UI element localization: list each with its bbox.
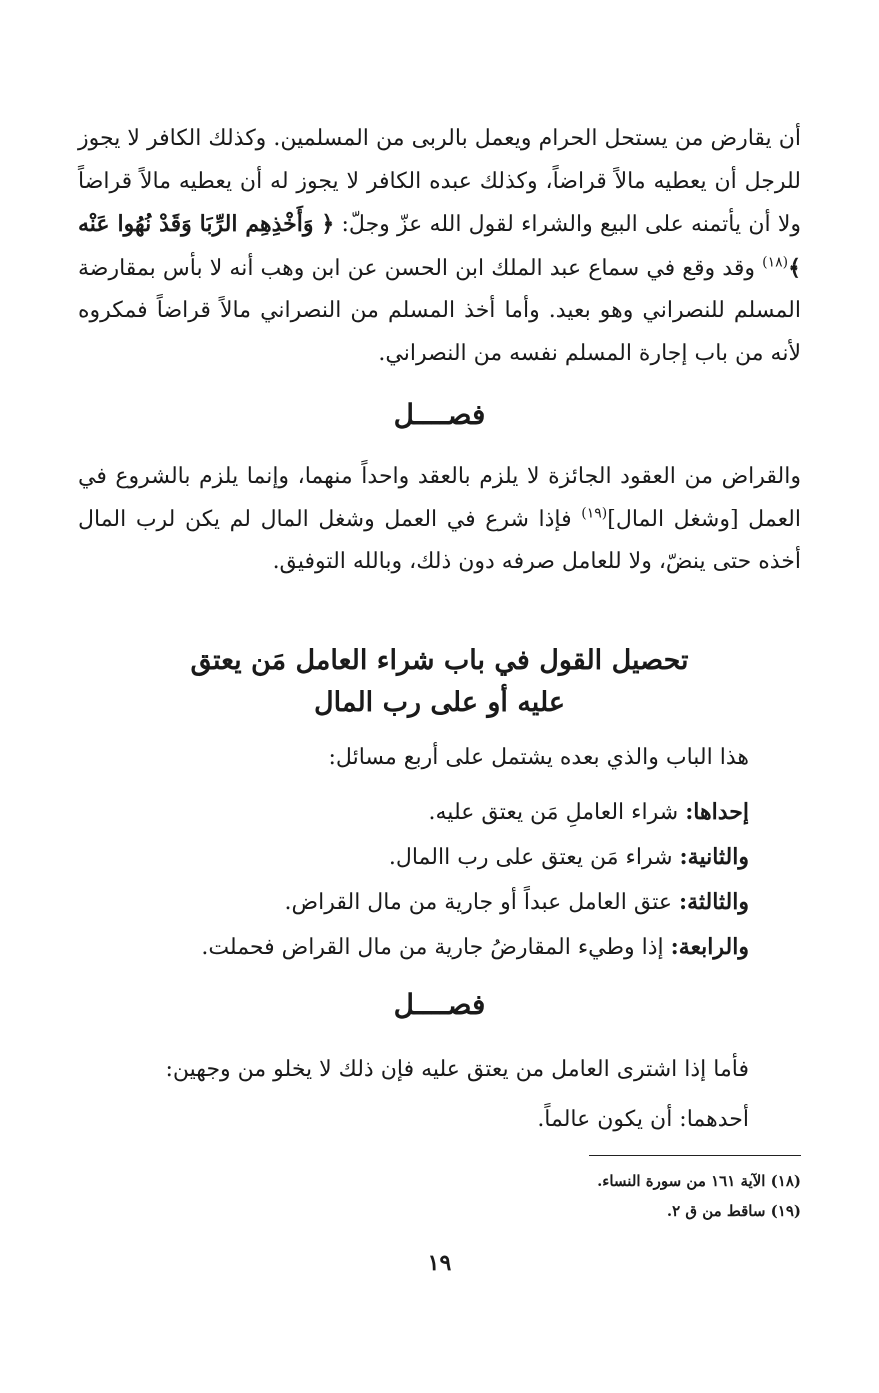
issue-text: عتق العامل عبداً أو جارية من مال القراض. bbox=[284, 890, 679, 915]
chapter-title-line-1: تحصيل القول في باب شراء العامل مَن يعتق bbox=[190, 645, 689, 676]
quran-quote: ﴿ وَأَخْذِهِم الرِّبَا وَقَدْ نُهُوا عَنْه ﴾ bbox=[78, 211, 801, 281]
chapter-title-line-2: عليه أو على رب المال bbox=[313, 687, 565, 718]
issue-item bbox=[78, 880, 749, 925]
issues-intro: هذا الباب والذي بعده يشتمل على أربع مسائل: bbox=[328, 745, 749, 770]
page-number: ١٩ bbox=[427, 1250, 452, 1276]
issue-label: والثانية: bbox=[679, 844, 749, 870]
issue-item bbox=[78, 790, 749, 835]
issue-text: شراء العاملِ مَن يعتق عليه. bbox=[428, 800, 686, 825]
issue-label: والرابعة: bbox=[670, 934, 749, 960]
issue-label: والثالثة: bbox=[678, 889, 749, 915]
footnote-ref-18[interactable]: (١٨) bbox=[762, 254, 789, 271]
section-heading-fasl-2: فصــــل bbox=[393, 988, 486, 1021]
paragraph-2-text-b: فإذا شرع في العمل وشغل المال لم يكن لرب المال أخذه حتى ينضّ، ولا للعامل صرفه دون ذلك، وبالله التوفيق. bbox=[78, 506, 801, 575]
issues-list bbox=[78, 790, 749, 970]
issue-item bbox=[78, 925, 749, 970]
paragraph-1-text-a: أن يقارض من يستحل الحرام ويعمل بالربى من المسلمين. وكذلك الكافر لا يجوز للرجل أن يعطيه مالاً قراضاً، وكذلك عبده الكافر لا يجوز له أن يعطيه مالاً قراضاً ولا أن يأتمنه على البيع والشراء لقول الله عزّ وجلّ: bbox=[78, 126, 801, 238]
paragraph-3: فأما إذا اشترى العامل من يعتق عليه فإن ذلك لا يخلو من وجهين: bbox=[165, 1057, 749, 1082]
footnotes-list bbox=[78, 1166, 801, 1226]
issue-text: شراء مَن يعتق على رب االمال. bbox=[388, 845, 680, 870]
section-heading-fasl-1: فصــــل bbox=[393, 398, 486, 431]
issue-label: إحداها: bbox=[685, 799, 749, 825]
footnote-18: (١٨) الآية ١٦١ من سورة النساء. bbox=[597, 1172, 801, 1190]
issue-item bbox=[78, 835, 749, 880]
issue-text: إذا وطيء المقارضُ جارية من مال القراض فحملت. bbox=[201, 935, 671, 960]
footnote-19: (١٩) ساقط من ق ٢. bbox=[666, 1202, 801, 1220]
paragraph-1-text-b: وقد وقع في سماع عبد الملك ابن الحسن عن ابن وهب أنه لا بأس بمقارضة المسلم للنصراني وهو بعيد. وأما أخذ المسلم من النصراني مالاً قراضاً فمكروه لأنه من باب إجارة المسلم نفسه من النصراني. bbox=[78, 255, 801, 366]
chapter-title bbox=[0, 640, 879, 724]
paragraph-4: أحدهما: أن يكون عالماً. bbox=[537, 1107, 749, 1132]
paragraph-2-text-a: والقراض من العقود الجائزة لا يلزم بالعقد واحداً منهما، وإنما يلزم بالشروع في العمل [وشغل المال] bbox=[78, 464, 801, 532]
footnote-divider bbox=[589, 1155, 801, 1156]
paragraph-1 bbox=[78, 118, 801, 376]
footnote-ref-19[interactable]: (١٩) bbox=[581, 505, 608, 522]
paragraph-2 bbox=[78, 456, 801, 584]
